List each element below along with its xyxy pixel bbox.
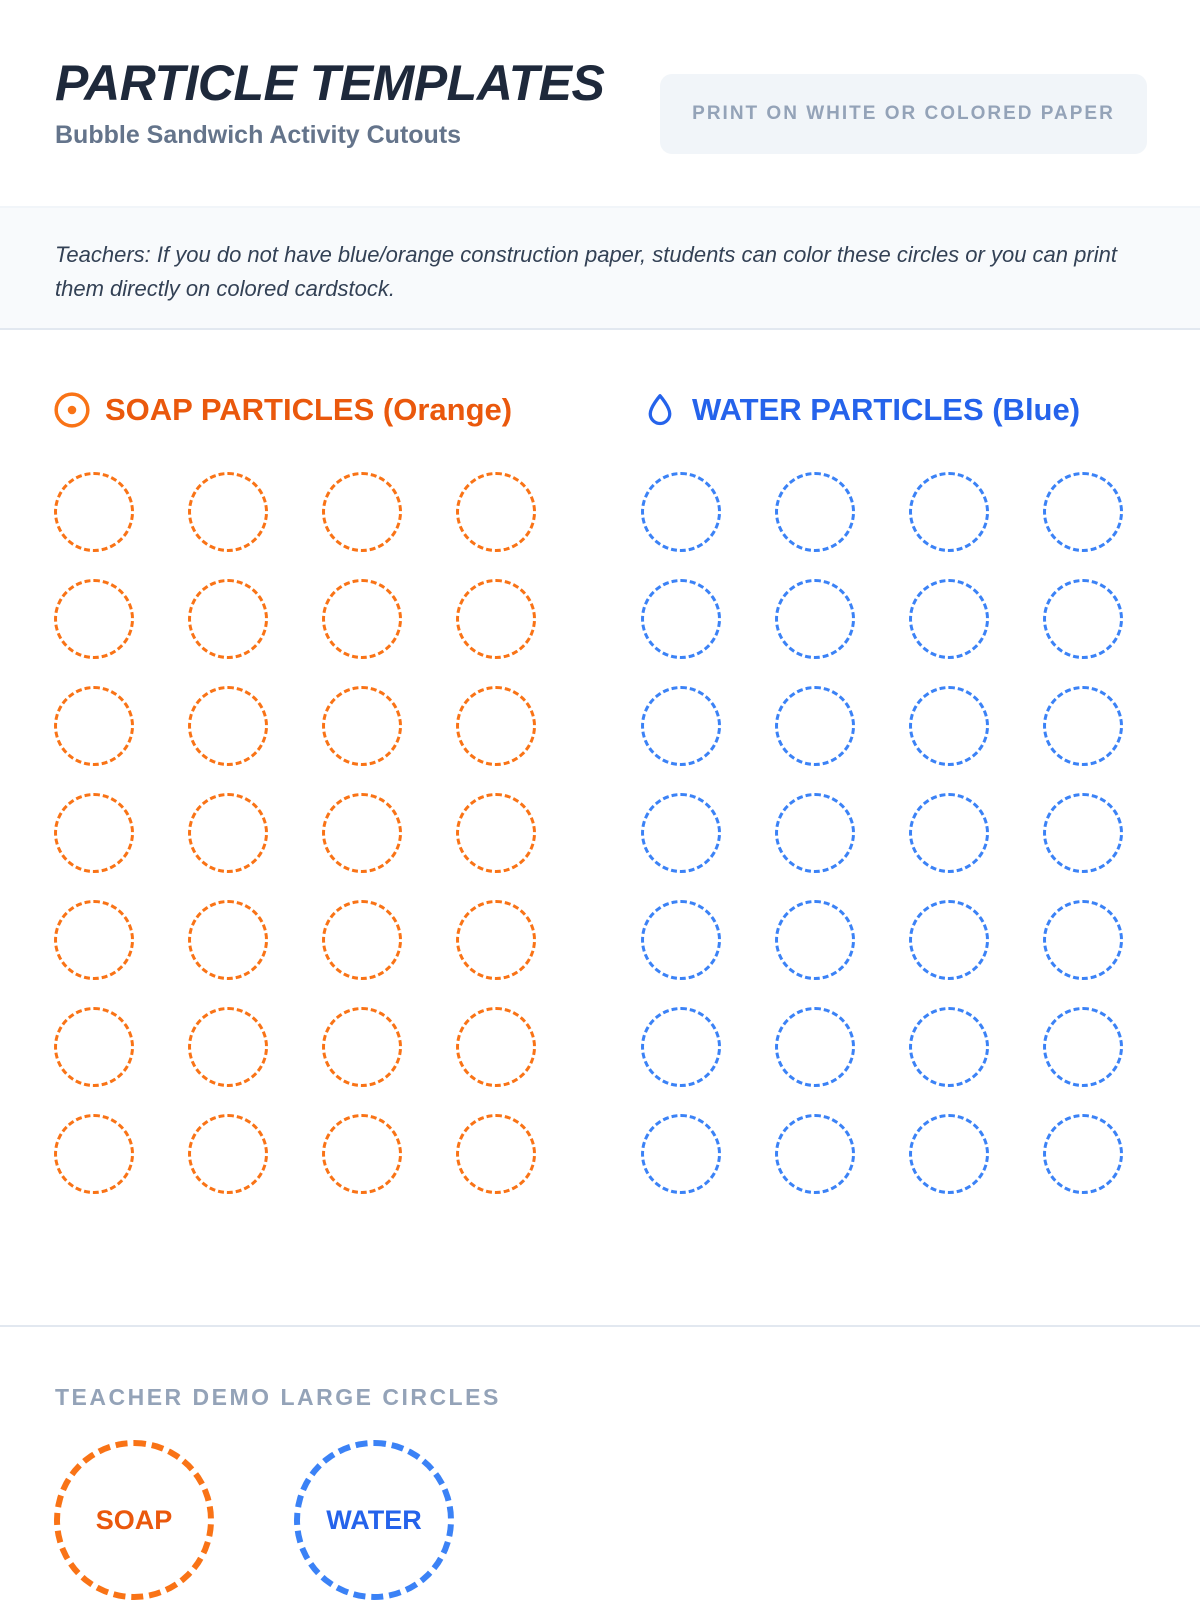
soap-particle-circle (322, 793, 402, 873)
page-header (0, 0, 1200, 208)
water-particle-circle (1043, 1007, 1123, 1087)
water-particle-circle (909, 1007, 989, 1087)
soap-particle-circle (456, 900, 536, 980)
print-instruction-badge: PRINT ON WHITE OR COLORED PAPER (660, 74, 1147, 154)
water-particle-circle (1043, 686, 1123, 766)
demo-soap-label: SOAP (95, 1504, 173, 1535)
soap-particle-circle (322, 472, 402, 552)
water-particle-circle (1043, 579, 1123, 659)
page-subtitle: Bubble Sandwich Activity Cutouts (55, 121, 462, 149)
soap-particle-circle (54, 472, 134, 552)
soap-particle-circle (322, 579, 402, 659)
soap-particle-circle (456, 472, 536, 552)
water-particle-circle (775, 579, 855, 659)
soap-particle-circle (188, 686, 268, 766)
soap-particle-circle (188, 793, 268, 873)
soap-particle-circle (456, 793, 536, 873)
water-particle-circle (641, 686, 721, 766)
demo-water-circle (294, 1440, 454, 1600)
water-particle-circle (775, 793, 855, 873)
water-particle-circle (1043, 472, 1123, 552)
soap-particle-circle (54, 1007, 134, 1087)
water-particle-circle (641, 579, 721, 659)
soap-particle-circle (456, 579, 536, 659)
water-particle-circle (641, 472, 721, 552)
soap-particle-circle (54, 1114, 134, 1194)
water-particle-circle (1043, 793, 1123, 873)
water-particle-circle (641, 793, 721, 873)
soap-circle-grid (54, 472, 536, 1194)
water-particle-circle (775, 1114, 855, 1194)
soap-section-label: SOAP PARTICLES (Orange) (105, 392, 513, 427)
demo-soap-circle (54, 1440, 214, 1600)
soap-particle-circle (322, 1114, 402, 1194)
soap-section-title (53, 388, 512, 432)
water-particle-circle (775, 472, 855, 552)
demo-water-label: WATER (326, 1504, 422, 1535)
water-particle-circle (775, 900, 855, 980)
water-particle-circle (775, 686, 855, 766)
water-particle-circle (1043, 1114, 1123, 1194)
soap-particle-circle (54, 900, 134, 980)
target-icon (53, 391, 91, 429)
water-particle-circle (641, 900, 721, 980)
soap-particle-circle (188, 900, 268, 980)
soap-particle-circle (188, 1007, 268, 1087)
water-circle-grid (641, 472, 1123, 1194)
water-particle-circle (775, 1007, 855, 1087)
water-section-title (642, 388, 1080, 432)
droplet-icon (642, 391, 678, 429)
water-particle-circle (909, 793, 989, 873)
water-particle-circle (909, 1114, 989, 1194)
soap-particle-circle (322, 686, 402, 766)
soap-particle-circle (188, 1114, 268, 1194)
water-particle-circle (909, 579, 989, 659)
water-particle-circle (1043, 900, 1123, 980)
water-particle-circle (641, 1114, 721, 1194)
water-section-label: WATER PARTICLES (Blue) (692, 392, 1081, 427)
water-particle-circle (909, 900, 989, 980)
water-particle-circle (909, 472, 989, 552)
teacher-notice: Teachers: If you do not have blue/orange construction paper, students can color these circles or you can print them directly on colored cardstock. (0, 208, 1200, 330)
demo-section-title: TEACHER DEMO LARGE CIRCLES (55, 1384, 501, 1410)
water-particle-circle (909, 686, 989, 766)
soap-particle-circle (54, 686, 134, 766)
soap-particle-circle (188, 579, 268, 659)
soap-particle-circle (456, 1114, 536, 1194)
water-particle-circle (641, 1007, 721, 1087)
soap-particle-circle (456, 686, 536, 766)
page-title: PARTICLE TEMPLATES (55, 55, 605, 111)
soap-particle-circle (54, 793, 134, 873)
soap-particle-circle (322, 1007, 402, 1087)
soap-particle-circle (54, 579, 134, 659)
soap-particle-circle (322, 900, 402, 980)
soap-particle-circle (188, 472, 268, 552)
soap-particle-circle (456, 1007, 536, 1087)
section-divider (0, 1325, 1200, 1327)
